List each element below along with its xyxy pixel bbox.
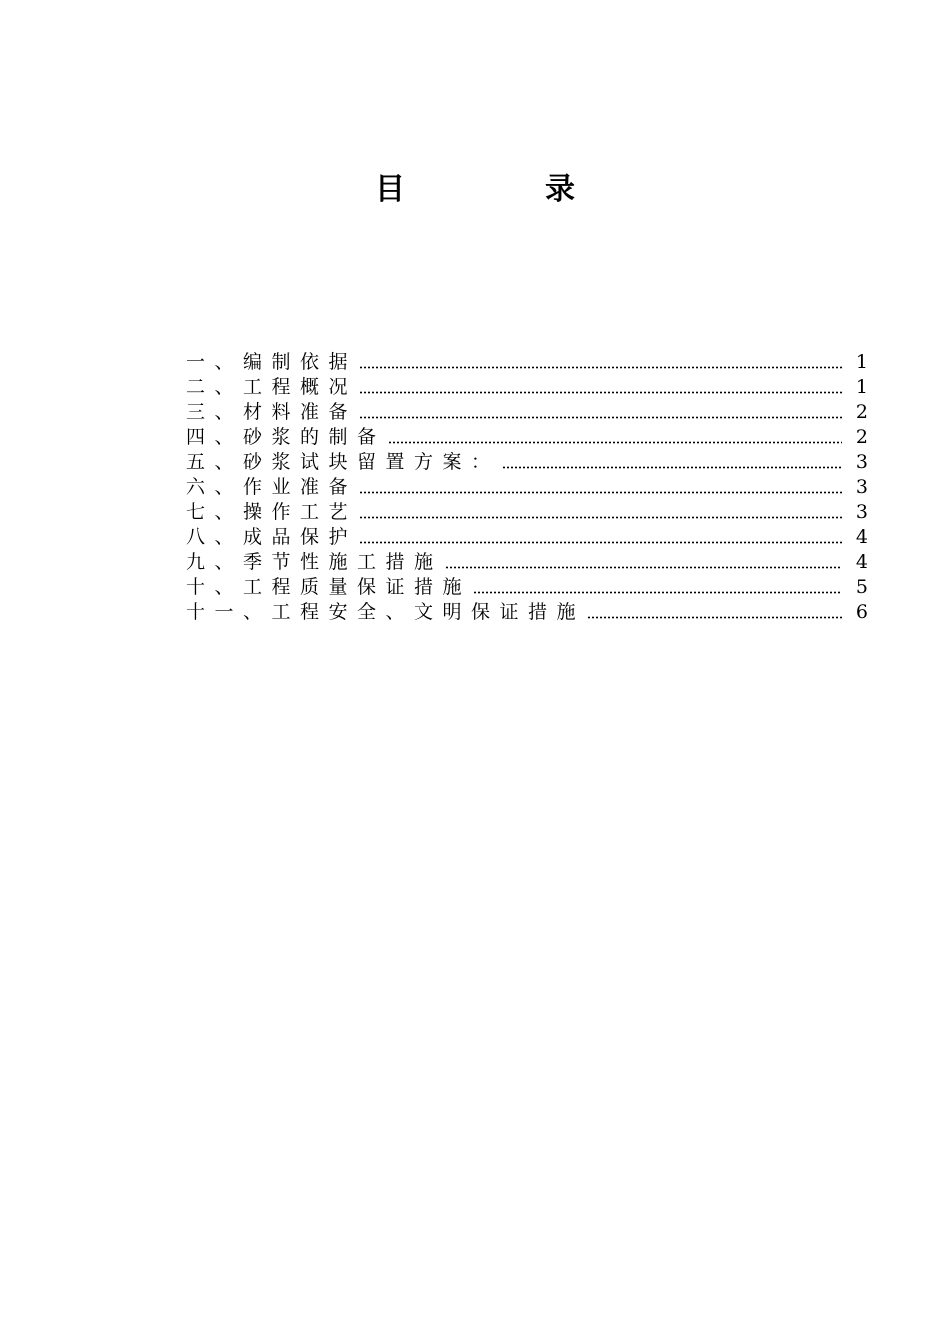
toc-entry-label: 五、砂浆试块留置方案：	[186, 451, 500, 473]
toc-entry-page: 5	[855, 576, 868, 598]
toc-entry-label: 七、操作工艺	[186, 501, 358, 523]
title-char-1: 目	[375, 172, 405, 207]
toc-entry[interactable]	[186, 525, 868, 550]
toc-leader-dots	[502, 466, 842, 469]
toc-entry-label: 四、砂浆的制备	[186, 426, 386, 448]
toc-leader-dots	[359, 366, 842, 369]
toc-entry[interactable]	[186, 375, 868, 400]
toc-entry-page: 1	[855, 376, 868, 398]
toc-entry[interactable]	[186, 475, 868, 500]
toc-entry[interactable]	[186, 500, 868, 525]
toc-leader-dots	[445, 566, 842, 569]
toc-entry[interactable]	[186, 400, 868, 425]
toc-entry-label: 十一、工程安全、文明保证措施	[186, 601, 586, 623]
toc-entry-label: 一、编制依据	[186, 351, 358, 373]
toc-entry-label: 九、季节性施工措施	[186, 551, 443, 573]
toc-entry-page: 2	[855, 401, 868, 423]
toc-entry-page: 1	[855, 351, 868, 373]
table-of-contents	[186, 350, 868, 625]
toc-entry-page: 3	[855, 451, 868, 473]
toc-entry-label: 三、材料准备	[186, 401, 358, 423]
toc-entry[interactable]	[186, 450, 868, 475]
toc-entry-page: 3	[855, 501, 868, 523]
toc-entry[interactable]	[186, 550, 868, 575]
toc-leader-dots	[359, 491, 842, 494]
toc-entry-page: 4	[855, 551, 868, 573]
title-char-2: 录	[545, 172, 575, 207]
toc-entry-page: 3	[855, 476, 868, 498]
toc-entry-label: 二、工程概况	[186, 376, 358, 398]
toc-leader-dots	[359, 391, 842, 394]
page-title	[0, 170, 950, 210]
toc-entry-page: 6	[855, 601, 868, 623]
toc-leader-dots	[473, 591, 842, 594]
toc-entry-label: 六、作业准备	[186, 476, 358, 498]
toc-leader-dots	[587, 616, 842, 619]
toc-entry-label: 八、成品保护	[186, 526, 358, 548]
toc-entry-label: 十、工程质量保证措施	[186, 576, 472, 598]
toc-entry[interactable]	[186, 575, 868, 600]
toc-entry[interactable]	[186, 425, 868, 450]
toc-leader-dots	[359, 516, 842, 519]
toc-entry-page: 2	[855, 426, 868, 448]
toc-leader-dots	[359, 541, 842, 544]
toc-entry[interactable]	[186, 350, 868, 375]
toc-entry[interactable]	[186, 600, 868, 625]
toc-entry-page: 4	[855, 526, 868, 548]
toc-leader-dots	[388, 441, 842, 444]
toc-leader-dots	[359, 416, 842, 419]
